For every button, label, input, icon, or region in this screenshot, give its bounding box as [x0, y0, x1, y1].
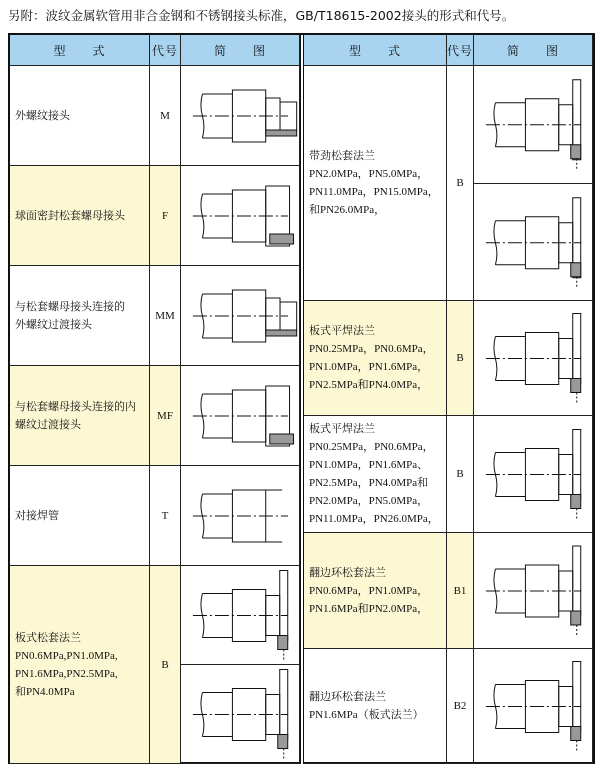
- left-header-type: 型 式: [10, 35, 150, 66]
- type-cell: [10, 366, 150, 466]
- type-cell: [10, 566, 150, 764]
- drawing-cell: [181, 66, 300, 166]
- code-cell: B: [447, 301, 474, 416]
- butt-weld-pipe-icon: [181, 466, 300, 566]
- right-header-type: 型 式: [304, 35, 447, 66]
- drawing-cell: [181, 665, 300, 764]
- drawing-cell: [474, 533, 593, 649]
- code-cell: F: [150, 166, 181, 266]
- type-text: PN11.0MPa，PN15.0MPa，: [309, 186, 439, 198]
- loose-flange-icon: [181, 566, 300, 665]
- type-text: 板式松套法兰: [15, 631, 81, 644]
- left-header-code: 代号: [150, 35, 181, 66]
- type-text: PN0.6MPa，PN1.0MPa，: [309, 584, 429, 597]
- drawing-cell: [181, 166, 300, 266]
- type-text: PN0.25MPa，PN0.6MPa，: [309, 343, 434, 355]
- right-header-code: 代号: [447, 35, 474, 66]
- type-cell: [304, 301, 447, 416]
- male-thread-fitting-icon: [181, 66, 300, 166]
- type-text: 外螺纹接头: [15, 109, 70, 122]
- female-adapter-fitting-icon: [181, 366, 300, 466]
- loose-flange-welded-icon: [181, 665, 300, 764]
- type-text: PN2.5MPa和PN4.0MPa，: [309, 379, 429, 391]
- type-text: PN0.6MPa,PN1.0MPa,: [15, 649, 118, 662]
- type-text: PN0.25MPa，PN0.6MPa，: [309, 441, 434, 453]
- type-text: PN1.6MPa,PN2.5MPa,: [15, 667, 118, 680]
- fitting-types-table: [8, 33, 595, 764]
- type-text: 与松套螺母接头连接的: [15, 300, 125, 313]
- type-cell: [304, 533, 447, 649]
- type-text: 翻边环松套法兰: [309, 691, 386, 703]
- type-text: 与松套螺母接头连接的内: [15, 400, 136, 413]
- type-text: 和PN26.0MPa，: [309, 204, 386, 216]
- male-adapter-fitting-icon: [181, 266, 300, 366]
- type-text: 带劲松套法兰: [309, 150, 375, 162]
- type-text: PN11.0MPa，PN26.0MPa，: [309, 513, 439, 525]
- drawing-cell: [474, 184, 593, 302]
- right-header-drawing: 简 图: [474, 35, 593, 66]
- type-text: PN1.6MPa（板式法兰）: [309, 709, 424, 721]
- left-header-drawing: 简 图: [181, 35, 300, 66]
- type-text: 板式平焊法兰: [309, 325, 375, 337]
- code-cell: MM: [150, 266, 181, 366]
- drawing-cell: [181, 366, 300, 466]
- type-cell: [10, 66, 150, 166]
- type-text: 对接焊管: [15, 509, 59, 522]
- type-cell: [10, 466, 150, 566]
- drawing-cell: [181, 566, 300, 665]
- type-text: 球面密封松套螺母接头: [15, 209, 125, 222]
- code-cell: B: [447, 416, 474, 533]
- type-text: PN2.0MPa，PN5.0MPa，: [309, 168, 429, 180]
- caption: 另附：波纹金属软管用非合金钢和不锈钢接头标准，GB/T18615-2002接头的形式和代号。: [8, 8, 515, 23]
- drawing-cell: [474, 649, 593, 764]
- drawing-cell: [474, 301, 593, 416]
- type-cell: [304, 66, 447, 301]
- code-cell: MF: [150, 366, 181, 466]
- type-text: PN2.5MPa，PN4.0MPa和: [309, 477, 429, 489]
- type-cell: [10, 266, 150, 366]
- type-text: PN1.6MPa和PN2.0MPa，: [309, 602, 429, 615]
- code-cell: B: [150, 566, 181, 764]
- lap-joint-plate-flange-icon: [474, 649, 593, 764]
- code-cell: B1: [447, 533, 474, 649]
- weld-neck-flange-icon: [474, 416, 593, 533]
- hub-loose-flange-icon: [474, 66, 593, 184]
- type-text: 翻边环松套法兰: [309, 566, 386, 579]
- type-text: 外螺纹过渡接头: [15, 318, 92, 331]
- drawing-cell: [474, 66, 593, 184]
- type-text: PN2.0MPa，PN5.0MPa，: [309, 495, 429, 507]
- lap-joint-flange-icon: [474, 533, 593, 649]
- hub-loose-flange-welded-icon: [474, 184, 593, 302]
- type-cell: [10, 166, 150, 266]
- code-cell: B2: [447, 649, 474, 764]
- drawing-cell: [181, 266, 300, 366]
- type-text: PN1.0MPa，PN1.6MPa，: [309, 361, 429, 373]
- drawing-cell: [474, 416, 593, 533]
- drawing-cell: [181, 466, 300, 566]
- swivel-nut-fitting-icon: [181, 166, 300, 266]
- slip-on-flange-icon: [474, 301, 593, 416]
- type-text: 板式平焊法兰: [309, 423, 375, 435]
- code-cell: B: [447, 66, 474, 301]
- code-cell: T: [150, 466, 181, 566]
- type-text: 和PN4.0MPa: [15, 685, 75, 698]
- code-cell: M: [150, 66, 181, 166]
- type-cell: [304, 416, 447, 533]
- type-text: PN1.0MPa，PN1.6MPa、: [309, 459, 429, 471]
- type-text: 螺纹过渡接头: [15, 418, 81, 431]
- type-cell: [304, 649, 447, 764]
